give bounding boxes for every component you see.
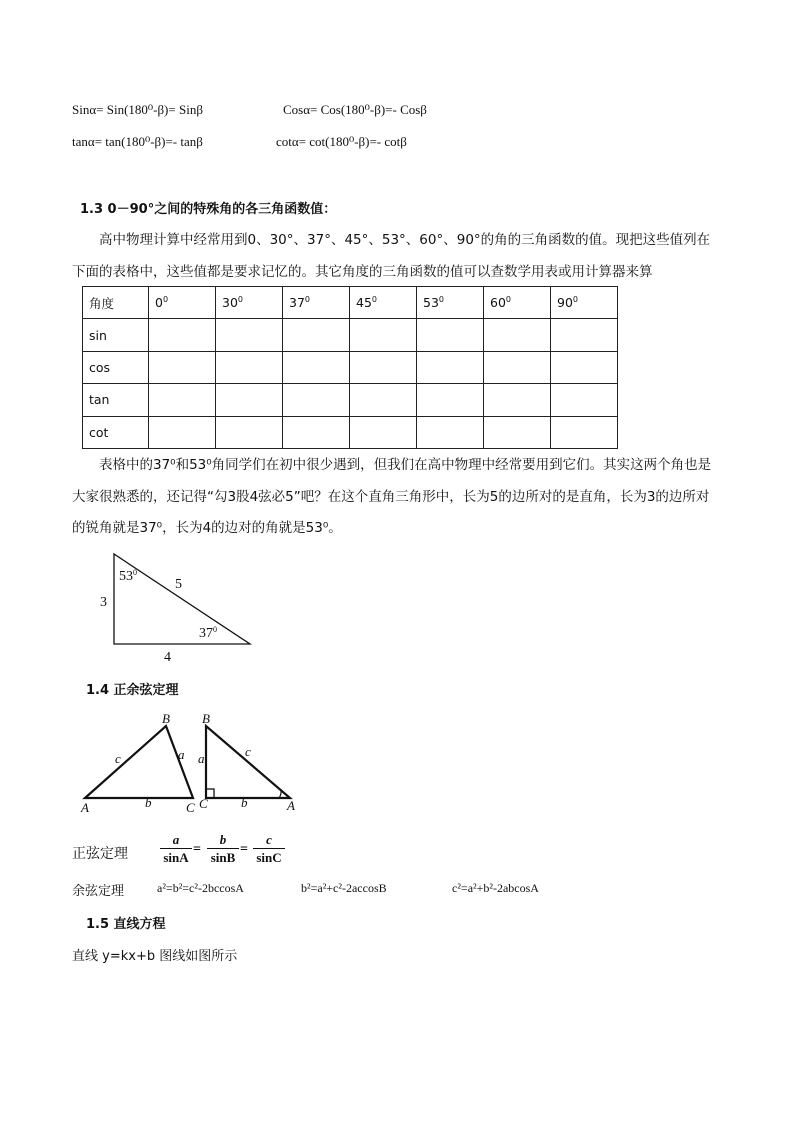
angle-cell: $37^0$: [283, 287, 350, 319]
angle-cell: $45^0$: [350, 287, 417, 319]
angle-a-arc: [279, 790, 281, 798]
section-13-explain: 表格中的37⁰和53⁰角同学们在初中很少遇到，但我们在高中物理中经常要用到它们。其实这两个角也是大家很熟悉的，还记得“勾3股4弦必5”吧？在这个直角三角形中，长为5的边所对的是直角，长为3的边所对的锐角就是37⁰，长为4的边对的角就是53⁰。: [72, 457, 712, 536]
tri1-label-c: c: [115, 751, 121, 766]
table-row: [83, 319, 618, 351]
angle-cell: $90^0$: [551, 287, 618, 319]
tri1-label-B: B: [162, 711, 170, 726]
section-13-heading: 1.3 0－90°之间的特殊角的各三角函数值：: [80, 202, 337, 217]
formula-cos: Cosα= Cos(180⁰-β)=- Cosβ: [283, 102, 427, 117]
angle-53-label: $53^0$: [119, 568, 137, 584]
section-15-heading: 1.5 直线方程: [86, 917, 166, 932]
formula-tan: tanα= tan(180⁰-β)=- tanβ: [72, 134, 203, 149]
row-label: cot: [83, 416, 149, 448]
side-4-label: 4: [164, 650, 171, 665]
tri2-label-A: A: [287, 798, 295, 813]
angle-cell: $30^0$: [216, 287, 283, 319]
cosine-formula-b: b²=a²+c²-2accosB: [301, 881, 387, 895]
side-3-label: 3: [100, 595, 107, 610]
equals-sign: =: [193, 842, 201, 857]
tri2-label-a: a: [198, 751, 205, 766]
formula-cot: cotα= cot(180⁰-β)=- cotβ: [276, 134, 407, 149]
trig-table: [82, 286, 618, 449]
row-label: cos: [83, 351, 149, 383]
formula-sin: Sinα= Sin(180⁰-β)= Sinβ: [72, 102, 203, 117]
table-row: [83, 384, 618, 416]
tri2-label-C: C: [199, 796, 208, 811]
table-row: [83, 416, 618, 448]
angle-cell: $60^0$: [484, 287, 551, 319]
sine-fraction-b: b sinB: [207, 832, 239, 865]
section-14-heading: 1.4 正余弦定理: [86, 683, 179, 698]
cosine-formula-a: a²=b²=c²-2bccosA: [157, 881, 244, 895]
sine-fraction-c: c sinC: [253, 832, 285, 865]
table-header-label: 角度: [83, 287, 149, 319]
triangle-general: [85, 726, 193, 798]
tri2-label-c: c: [245, 744, 251, 759]
section-15-line: 直线 y=kx+b 图线如图所示: [72, 949, 238, 964]
tri2-label-b: b: [241, 795, 248, 810]
tri1-label-C: C: [186, 800, 195, 815]
tri1-label-a: a: [178, 747, 185, 762]
sine-fraction-a: a sinA: [160, 832, 192, 865]
angle-cell: $53^0$: [417, 287, 484, 319]
tri2-label-B: B: [202, 711, 210, 726]
angle-cell: $0^0$: [149, 287, 216, 319]
section-13-intro: 高中物理计算中经常用到0、30°、37°、45°、53°、60°、90°的角的三角函数的值。现把这些值列在下面的表格中，这些值都是要求记忆的。其它角度的三角函数的值可以查数学用表或用计算器来算: [72, 232, 711, 280]
row-label: sin: [83, 319, 149, 351]
angle-37-label: $37^0$: [199, 625, 217, 641]
side-5-label: 5: [175, 577, 182, 592]
table-header-row: [83, 287, 618, 319]
row-label: tan: [83, 384, 149, 416]
cosine-law-label: 余弦定理: [72, 884, 125, 899]
tri1-label-A: A: [81, 800, 89, 815]
equals-sign: =: [240, 842, 248, 857]
table-row: [83, 351, 618, 383]
triangle-345-figure: [90, 550, 270, 670]
sine-law-label: 正弦定理: [72, 846, 128, 862]
cosine-formula-c: c²=a²+b²-2abcosA: [452, 881, 539, 895]
triangle-right: [206, 726, 290, 798]
tri1-label-b: b: [145, 795, 152, 810]
